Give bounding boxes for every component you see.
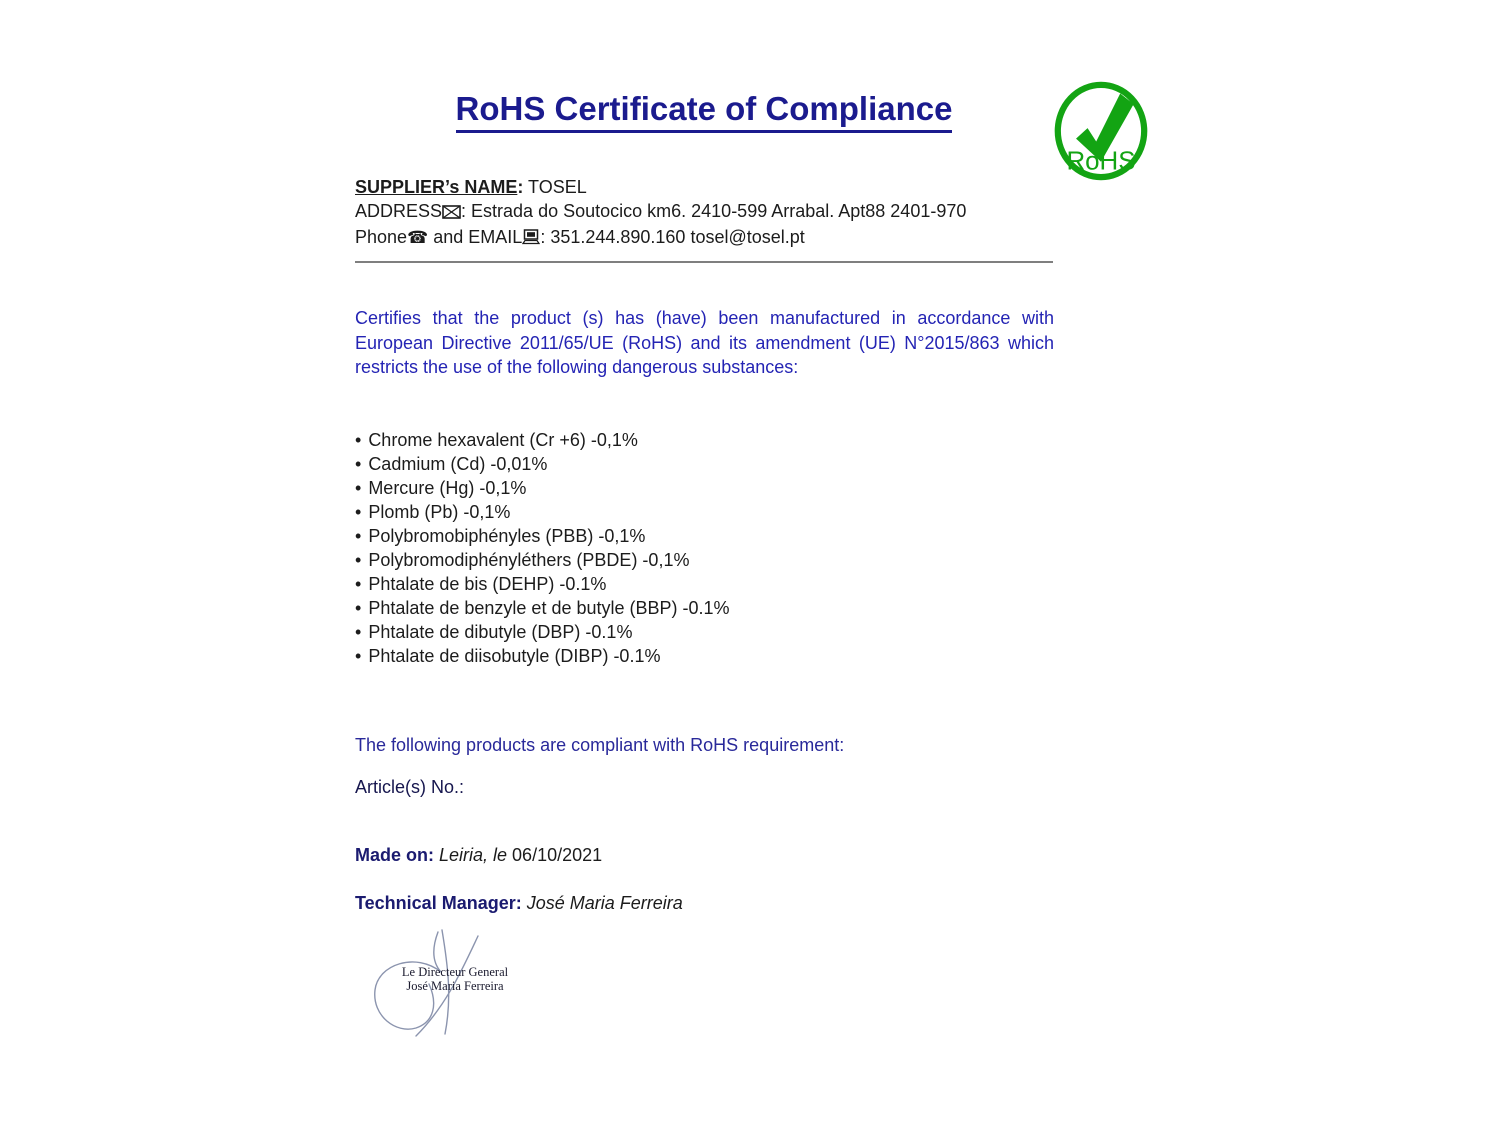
substance-item: • Polybromodiphényléthers (PBDE) -0,1% bbox=[355, 548, 730, 572]
and-email-label: and EMAIL bbox=[428, 227, 523, 247]
certification-paragraph: Certifies that the product (s) has (have) been manufactured in accordance with European Directive 2011/65/UE (RoHS) and its amendment (UE) N°2015/863 which restricts the use of the following dangerous substances: bbox=[355, 308, 1054, 377]
supplier-phone-line bbox=[355, 225, 966, 251]
supplier-name-line bbox=[355, 175, 966, 199]
compliance-line: The following products are compliant with RoHS requirement: bbox=[355, 735, 845, 755]
substance-item: • Cadmium (Cd) -0,01% bbox=[355, 452, 730, 476]
substance-item: • Chrome hexavalent (Cr +6) -0,1% bbox=[355, 428, 730, 452]
substance-item: • Phtalate de benzyle et de butyle (BBP) -0.1% bbox=[355, 596, 730, 620]
substance-item: • Phtalate de dibutyle (DBP) -0.1% bbox=[355, 620, 730, 644]
technical-manager-label: Technical Manager: bbox=[355, 893, 522, 913]
supplier-address-line bbox=[355, 199, 966, 225]
envelope-icon bbox=[442, 201, 461, 225]
supplier-name-label: SUPPLIER’s NAME bbox=[355, 177, 518, 197]
technical-manager-value: José Maria Ferreira bbox=[521, 893, 683, 913]
supplier-name-colon: : bbox=[517, 177, 524, 197]
address-value: : Estrada do Soutocico km6. 2410-599 Arrabal. Apt88 2401-970 bbox=[461, 201, 967, 221]
telephone-icon: ☎ bbox=[407, 228, 429, 248]
signature-name: José Maria Ferreira bbox=[406, 978, 504, 993]
substance-item: • Polybromobiphényles (PBB) -0,1% bbox=[355, 524, 730, 548]
supplier-name-value: TOSEL bbox=[523, 177, 587, 197]
made-on-date: 06/10/2021 bbox=[512, 845, 603, 865]
substances-list bbox=[355, 428, 730, 668]
substance-item: • Mercure (Hg) -0,1% bbox=[355, 476, 730, 500]
made-on-place: Leiria, le bbox=[434, 845, 513, 865]
substance-item: • Phtalate de bis (DEHP) -0.1% bbox=[355, 572, 730, 596]
substance-item: • Phtalate de diisobutyle (DIBP) -0.1% bbox=[355, 644, 730, 668]
signature-text bbox=[390, 966, 520, 993]
phone-label: Phone bbox=[355, 227, 408, 247]
made-on-line bbox=[355, 845, 602, 866]
phone-email-value: : 351.244.890.160 tosel@tosel.pt bbox=[540, 227, 805, 247]
logo-label: RoHS bbox=[1066, 147, 1136, 176]
signature-title: Le Directeur General bbox=[401, 965, 509, 979]
page-title: RoHS Certificate of Compliance bbox=[456, 90, 953, 133]
made-on-label: Made on: bbox=[355, 845, 434, 865]
title-wrap bbox=[355, 90, 1053, 133]
signature-block bbox=[358, 922, 528, 1050]
computer-icon bbox=[522, 227, 540, 251]
article-line: Article(s) No.: bbox=[355, 777, 465, 797]
substance-item: • Plomb (Pb) -0,1% bbox=[355, 500, 730, 524]
divider-line bbox=[355, 261, 1053, 263]
rohs-logo-graphic bbox=[1053, 80, 1149, 182]
rohs-logo bbox=[1053, 80, 1149, 182]
technical-manager-line bbox=[355, 893, 683, 914]
address-label: ADDRESS bbox=[355, 201, 443, 221]
supplier-block bbox=[355, 175, 966, 251]
